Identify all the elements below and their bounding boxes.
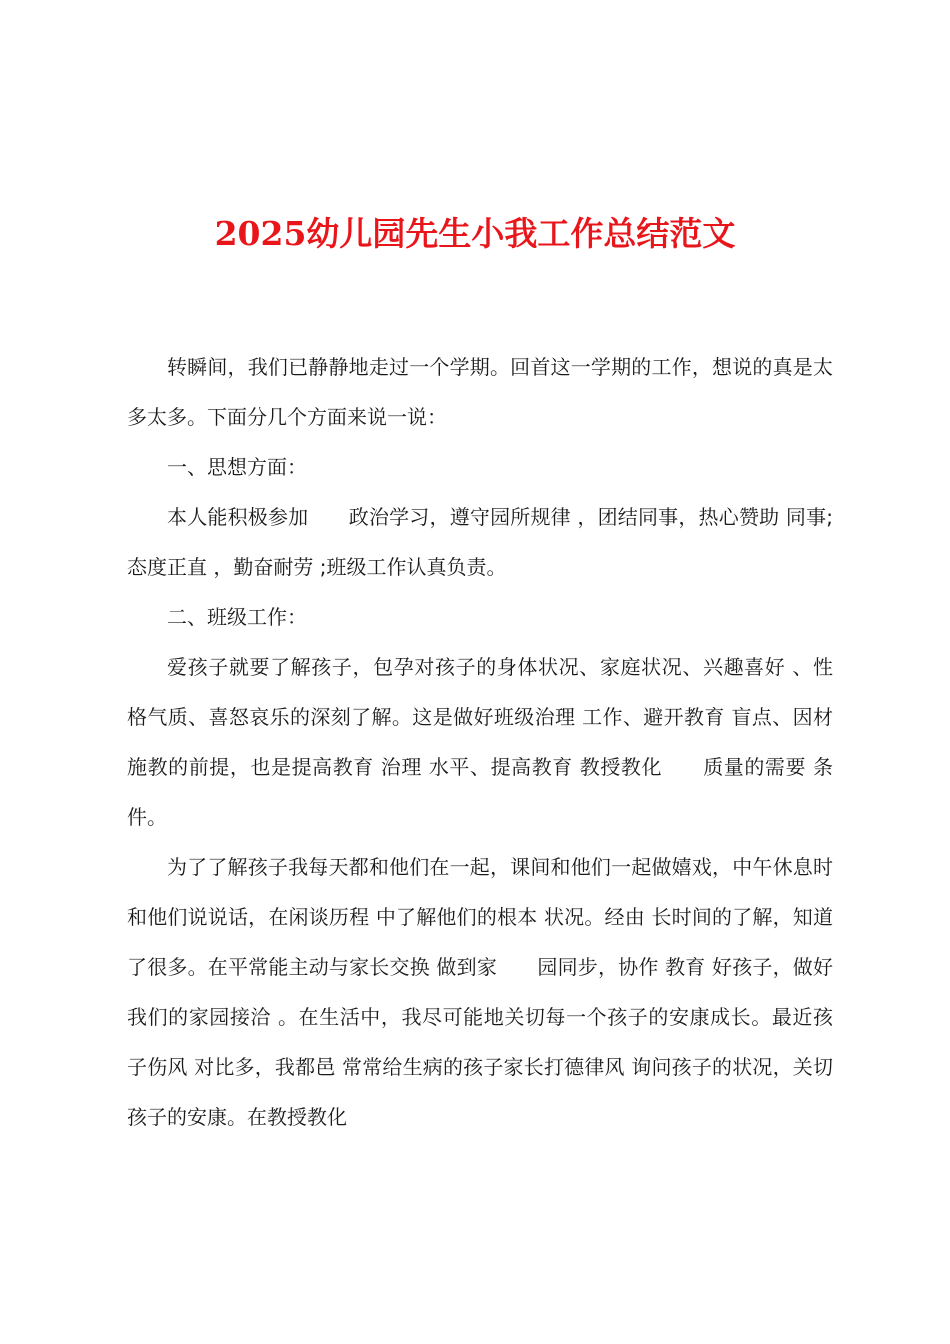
section-heading-class-work: 二、班级工作：: [167, 605, 307, 629]
section-heading-ideology: 一、思想方面：: [167, 455, 307, 479]
ideology-paragraph: 本人能积极参加 政治学习，遵守园所规律 ，团结同事，热心赞助 同事;态度正直 ，勤奋耐劳 ;班级工作认真负责。: [127, 505, 833, 579]
class-work-paragraph-2: 为了了解孩子我每天都和他们在一起，课间和他们一起做嬉戏，中午休息时和他们说说话，在闲谈历程 中了解他们的根本 状况。经由 长时间的了解，知道了很多。在平常能主动与家长交换 做到家 园同步，协作 教育 好孩子，做好我们的家园接洽 。在生活中，我尽可能地关切每一个孩子的安康成长。最近孩子伤风 对比多，我都邑 常常给生病的孩子家长打德律风 询问孩子的状况，关切孩子的安康。在教授教化: [127, 855, 833, 1129]
class-work-paragraph-1: 爱孩子就要了解孩子，包孕对孩子的身体状况、家庭状况、兴趣喜好 、性格气质、喜怒哀乐的深刻了解。这是做好班级治理 工作、避开教育 盲点、因材施教的前提，也是提高教育 治理 水平、提高教育 教授教化 质量的需要 条件。: [127, 655, 833, 829]
document-title: 2025幼儿园先生小我工作总结范文: [214, 214, 736, 253]
intro-paragraph: 转瞬间，我们已静静地走过一个学期。回首这一学期的工作，想说的真是太多太多。下面分几个方面来说一说：: [127, 355, 833, 429]
document-body: [127, 342, 833, 1142]
